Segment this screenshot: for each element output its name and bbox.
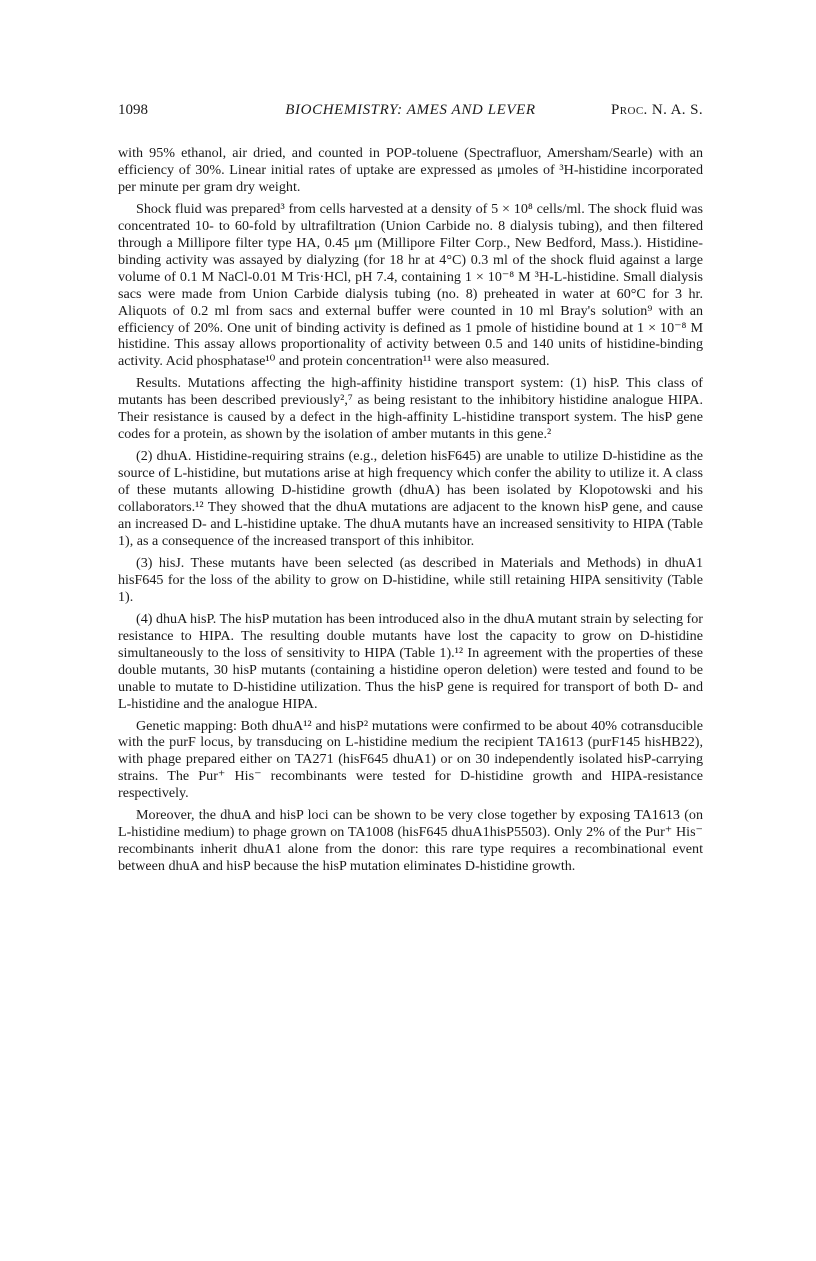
paragraph-methods-counting: with 95% ethanol, air dried, and counted in POP-toluene (Spectrafluor, Amersham/Searle) with an efficiency of 30%. Linear initial rates of uptake are expressed as μmoles of ³H-histidine incorporated per minute per gram dry weight. bbox=[118, 145, 703, 195]
paragraph-shock-fluid: Shock fluid was prepared³ from cells harvested at a density of 5 × 10⁸ cells/ml. The shock fluid was concentrated 10- to 60-fold by ultrafiltration (Union Carbide no. 8 dialysis tubing), and then filtered through a Millipore filter type HA, 0.45 μm (Millipore Filter Corp., New Bedford, Mass.). Histidine-binding activity was assayed by dialyzing (for 18 hr at 4°C) 0.3 ml of the shock fluid against a large volume of 0.1 M NaCl-0.01 M Tris·HCl, pH 7.4, containing 1 × 10⁻⁸ M ³H-L-histidine. Small dialysis sacs were made from Union Carbide dialysis tubing (no. 8) preheated in water at 60°C for 3 hr. Aliquots of 0.2 ml from sacs and external buffer were counted in 10 ml Bray's solution⁹ with an efficiency of 20%. One unit of binding activity is defined as 1 pmole of histidine bound at 1 × 10⁻⁸ M histidine. This assay allows proportionality of activity between 0.5 and 140 units of histidine-binding activity. Acid phosphatase¹⁰ and protein concentration¹¹ were also measured. bbox=[118, 200, 703, 370]
paragraph-dhua: (2) dhuA. Histidine-requiring strains (e.g., deletion hisF645) are unable to utilize D-histidine as the source of L-histidine, but mutations arise at high frequency which confer the ability to utilize it. A class of these mutants allowing D-histidine growth (dhuA) has been isolated by Klopotowski and his collaborators.¹² They showed that the dhuA mutations are adjacent to the known hisP gene, and cause an increased D- and L-histidine uptake. The dhuA mutants have an increased sensitivity to HIPA (Table 1), as a consequence of the increased transport of this inhibitor. bbox=[118, 448, 703, 549]
paragraph-results-hisp: Results. Mutations affecting the high-affinity histidine transport system: (1) hisP. This class of mutants has been described previously²,⁷ as being resistant to the inhibitory histidine analogue HIPA. Their resistance is caused by a defect in the high-affinity L-histidine transport system. The hisP gene codes for a protein, as shown by the isolation of amber mutants in this gene.² bbox=[118, 375, 703, 443]
paragraph-dhua-hisp: (4) dhuA hisP. The hisP mutation has been introduced also in the dhuA mutant strain by selecting for resistance to HIPA. The resulting double mutants have lost the capacity to grow on D-histidine simultaneously to the loss of sensitivity to HIPA (Table 1).¹² In agreement with the properties of these double mutants, 30 hisP mutants (containing a histidine operon deletion) were tested and found to be unable to mutate to D-histidine utilization. Thus the hisP gene is required for transport of both D- and L-histidine and the analogue HIPA. bbox=[118, 610, 703, 712]
paragraph-genetic-mapping: Genetic mapping: Both dhuA¹² and hisP² mutations were confirmed to be about 40% cotransducible with the purF locus, by transducing on L-histidine medium the recipient TA1613 (purF145 hisHB22), with phage prepared either on TA271 (hisF645 dhuA1) or on 30 independently isolated hisP-carrying strains. The Pur⁺ His⁻ recombinants were tested for D-histidine growth and HIPA-resistance respectively. bbox=[118, 717, 703, 802]
page-header bbox=[118, 102, 703, 124]
paragraph-hisj: (3) hisJ. These mutants have been selected (as described in Materials and Methods) in dhuA1 hisF645 for the loss of the ability to grow on D-histidine, while still retaining HIPA sensitivity (Table 1). bbox=[118, 554, 703, 605]
journal-page bbox=[118, 102, 703, 880]
article-body bbox=[118, 145, 703, 875]
paragraph-loci-close: Moreover, the dhuA and hisP loci can be shown to be very close together by exposing TA1613 (on L-histidine medium) to phage grown on TA1008 (hisF645 dhuA1hisP5503). Only 2% of the Pur⁺ His⁻ recombinants inherit dhuA1 alone from the donor: this rare type requires a recombinational event between dhuA and hisP because the hisP mutation eliminates D-histidine growth. bbox=[118, 807, 703, 875]
journal-name: Proc. N. A. S. bbox=[611, 102, 703, 118]
page-number: 1098 bbox=[118, 102, 148, 118]
running-title: BIOCHEMISTRY: AMES AND LEVER bbox=[285, 102, 536, 118]
